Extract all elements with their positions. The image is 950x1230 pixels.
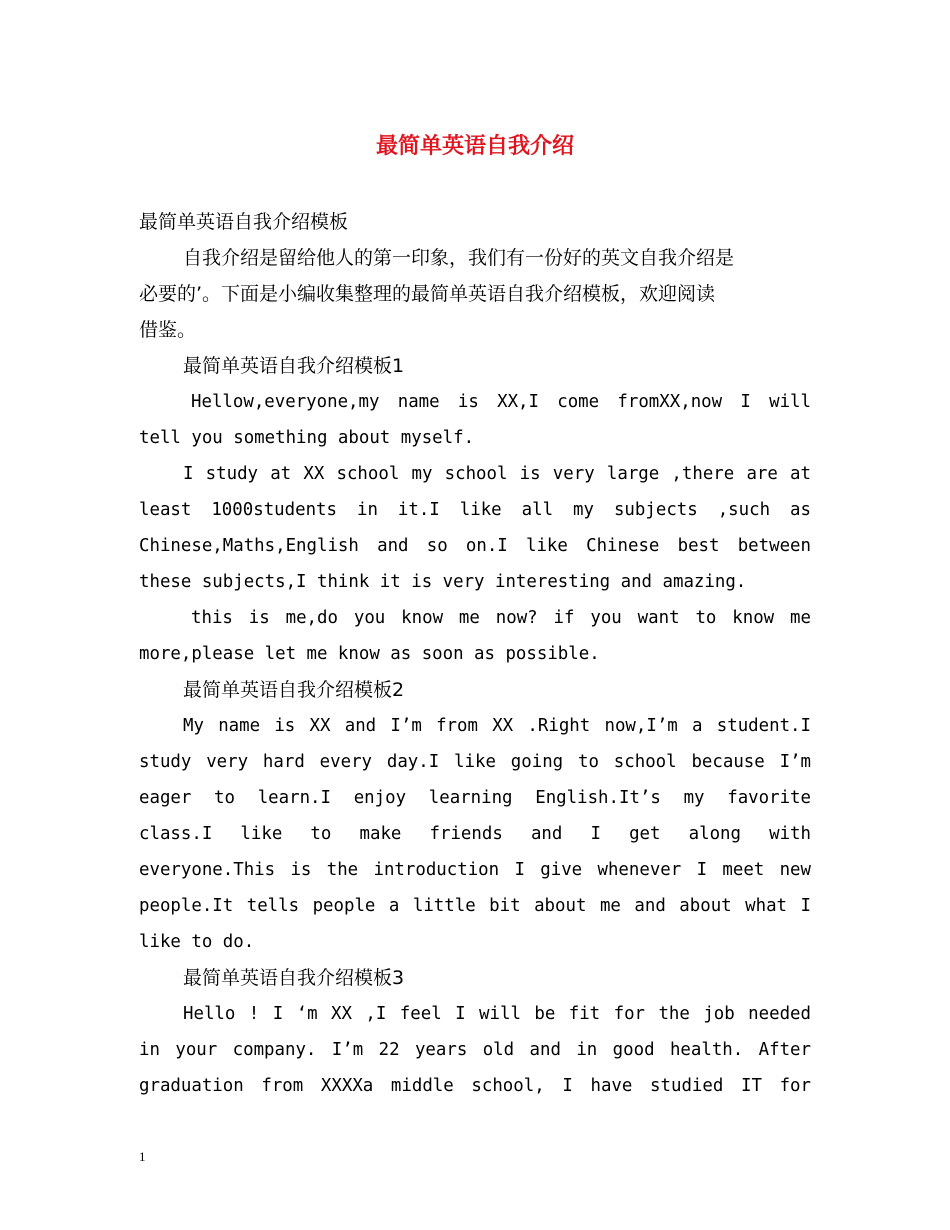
text-line-chinese: 最简单英语自我介绍模板1 bbox=[183, 355, 405, 377]
text-line-english: people.It tells people a little bit about me and about what I bbox=[139, 896, 811, 916]
text-line-english: class.I like to make friends and I get along with bbox=[139, 824, 811, 844]
text-line-english: in your company. I’m 22 years old and in good health. After bbox=[139, 1040, 811, 1060]
page-number: 1 bbox=[139, 1149, 146, 1164]
text-line-english: I study at XX school my school is very large ,there are at bbox=[183, 464, 811, 484]
text-line-english: everyone.This is the introduction I give whenever I meet new bbox=[139, 860, 811, 880]
text-line-chinese: 借鉴。 bbox=[139, 319, 197, 341]
text-line-chinese: 自我介绍是留给他人的第一印象，我们有一份好的英文自我介绍是 bbox=[183, 247, 735, 269]
text-line-english: eager to learn.I enjoy learning English.It’s my favorite bbox=[139, 788, 811, 808]
document-title: 最简单英语自我介绍 bbox=[375, 134, 574, 159]
text-line-english: Hello ! I ‘m XX ,I feel I will be fit for the job needed bbox=[183, 1004, 811, 1024]
text-line-english: least 1000students in it.I like all my subjects ,such as bbox=[139, 500, 811, 520]
text-line-english: like to do. bbox=[139, 932, 255, 952]
text-line-chinese: 最简单英语自我介绍模板3 bbox=[183, 967, 405, 989]
text-line-english: graduation from XXXXa middle school, I have studied IT for bbox=[139, 1076, 811, 1096]
text-line-english: My name is XX and I’m from XX .Right now,I’m a student.I bbox=[183, 716, 811, 736]
text-line-english: study very hard every day.I like going to school because I’m bbox=[139, 752, 811, 772]
text-line-english: this is me,do you know me now? if you want to know me bbox=[191, 608, 811, 628]
text-line-chinese: 必要的’。下面是小编收集整理的最简单英语自我介绍模板，欢迎阅读 bbox=[139, 283, 716, 305]
text-line-english: these subjects,I think it is very interesting and amazing. bbox=[139, 572, 747, 592]
text-line-chinese: 最简单英语自我介绍模板 bbox=[139, 211, 349, 233]
text-line-english: Chinese,Maths,English and so on.I like Chinese best between bbox=[139, 536, 811, 556]
text-line-english: more,please let me know as soon as possible. bbox=[139, 644, 600, 664]
document-body bbox=[139, 204, 811, 1104]
text-line-chinese: 最简单英语自我介绍模板2 bbox=[183, 679, 405, 701]
text-line-english: Hellow,everyone,my name is XX,I come fromXX,now I will bbox=[191, 392, 811, 412]
text-line-english: tell you something about myself. bbox=[139, 428, 475, 448]
